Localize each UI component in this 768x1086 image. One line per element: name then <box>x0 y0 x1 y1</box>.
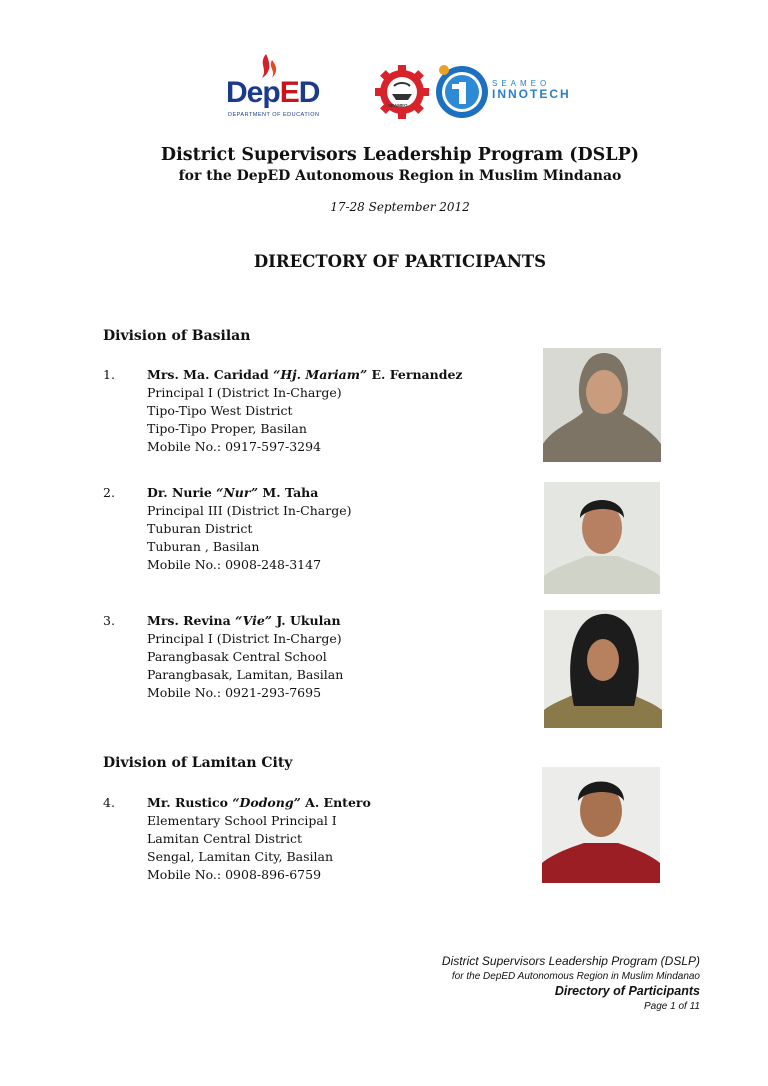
footer-program-title: District Supervisors Leadership Program (DSLP) <box>441 954 700 968</box>
innotech-line2: INNOTECH <box>492 87 571 101</box>
participant-name: Mrs. Revina “Vie” J. Ukulan <box>147 613 341 628</box>
participant-district: Lamitan Central District <box>147 831 302 846</box>
participant-district: Tipo-Tipo West District <box>147 403 293 418</box>
participant-name: Dr. Nurie “Nur” M. Taha <box>147 485 319 500</box>
footer-page-number: Page 1 of 11 <box>644 1001 700 1012</box>
participant-photo <box>544 482 660 594</box>
innotech-logo <box>434 62 574 120</box>
innotech-wordmark <box>492 80 571 100</box>
participant-number: 3. <box>103 613 115 628</box>
innotech-line1: SEAMEO <box>492 79 551 88</box>
participant-district: Tuburan District <box>147 521 253 536</box>
footer-program-subtitle: for the DepED Autonomous Region in Muslim Mindanao <box>451 971 700 982</box>
participant-address: Tipo-Tipo Proper, Basilan <box>147 421 307 436</box>
seameo-label: SEAMEO <box>388 103 408 108</box>
directory-heading: DIRECTORY OF PARTICIPANTS <box>253 252 547 271</box>
participant-position: Principal III (District In-Charge) <box>147 503 352 518</box>
participant-position: Principal I (District In-Charge) <box>147 385 342 400</box>
deped-wordmark: DepED <box>226 76 320 109</box>
participant-number: 4. <box>103 795 115 810</box>
program-title: District Supervisors Leadership Program (DSLP) <box>160 145 640 165</box>
seameo-logo <box>374 64 430 120</box>
division-heading: Division of Basilan <box>103 328 251 344</box>
participant-address: Parangbasak, Lamitan, Basilan <box>147 667 344 682</box>
deped-subtitle: DEPARTMENT OF EDUCATION <box>228 112 320 118</box>
participant-mobile: Mobile No.: 0921-293-7695 <box>147 685 322 700</box>
deped-logo <box>222 52 326 122</box>
program-date: 17-28 September 2012 <box>330 200 470 214</box>
footer-document-title: Directory of Participants <box>554 984 700 998</box>
participant-name: Mr. Rustico “Dodong” A. Entero <box>147 795 371 810</box>
participant-address: Sengal, Lamitan City, Basilan <box>147 849 333 864</box>
program-subtitle: for the DepED Autonomous Region in Muslim Mindanao <box>178 168 622 184</box>
participant-address: Tuburan , Basilan <box>147 539 260 554</box>
participant-photo <box>543 348 661 462</box>
division-heading: Division of Lamitan City <box>103 755 293 771</box>
participant-position: Principal I (District In-Charge) <box>147 631 342 646</box>
seameo-gear-icon <box>374 64 430 120</box>
participant-mobile: Mobile No.: 0917-597-3294 <box>147 439 322 454</box>
person-photo-icon <box>543 348 661 462</box>
person-photo-icon <box>544 482 660 594</box>
participant-mobile: Mobile No.: 0908-896-6759 <box>147 867 322 882</box>
participant-name: Mrs. Ma. Caridad “Hj. Mariam” E. Fernandez <box>147 367 463 382</box>
participant-number: 2. <box>103 485 115 500</box>
participant-district: Parangbasak Central School <box>147 649 327 664</box>
participant-number: 1. <box>103 367 115 382</box>
participant-mobile: Mobile No.: 0908-248-3147 <box>147 557 322 572</box>
innotech-circle-icon <box>434 62 490 120</box>
person-photo-icon <box>542 767 660 883</box>
person-photo-icon <box>544 610 662 728</box>
participant-photo <box>544 610 662 728</box>
participant-position: Elementary School Principal I <box>147 813 337 828</box>
participant-photo <box>542 767 660 883</box>
